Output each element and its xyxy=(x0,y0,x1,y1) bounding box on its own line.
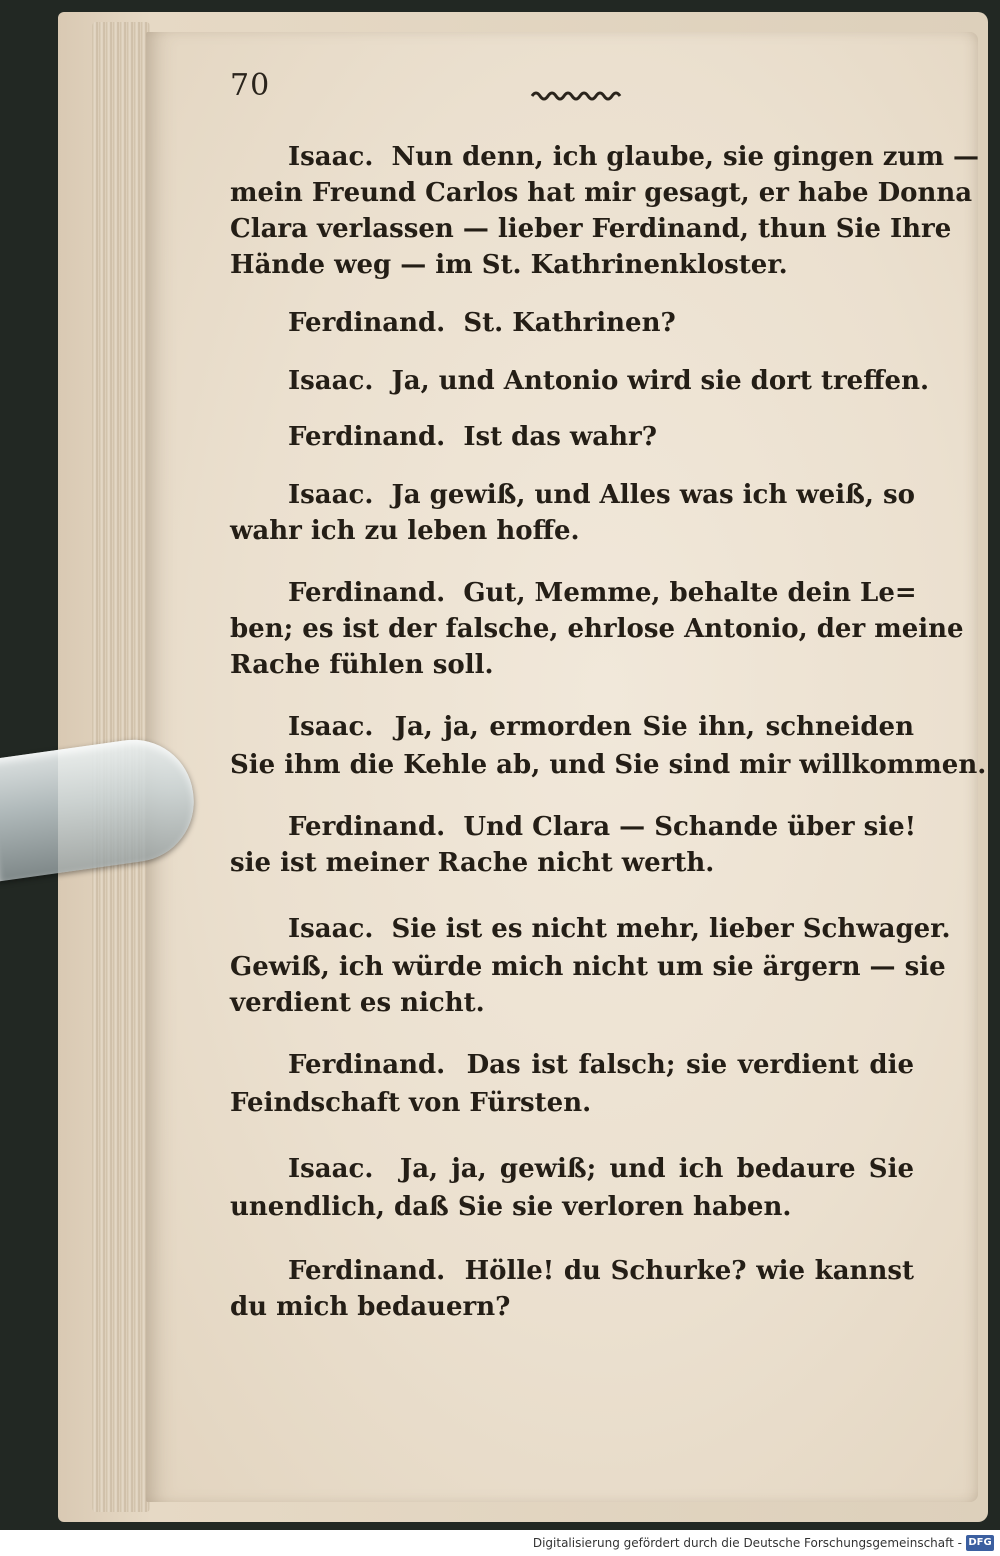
speaker-line: Isaac. Ja gewiß, und Alles was ich weiß, so xyxy=(288,480,915,510)
speaker-line: Isaac. Ja, und Antonio wird sie dort treffen. xyxy=(288,366,930,396)
ornament-icon xyxy=(530,88,622,102)
text-line: unendlich, daß Sie sie verloren haben. xyxy=(230,1192,792,1222)
page-number: 70 xyxy=(230,68,271,103)
text-line: mein Freund Carlos hat mir gesagt, er habe Donna xyxy=(230,178,973,208)
text-line: Hände weg — im St. Kathrinenkloster. xyxy=(230,250,788,280)
text-line: Gewiß, ich würde mich nicht um sie ärgern — sie xyxy=(230,952,946,982)
text-line: ben; es ist der falsche, ehrlose Antonio, der meine xyxy=(230,614,964,644)
speaker-line: Ferdinand. Ist das wahr? xyxy=(288,422,657,452)
speaker-line: Ferdinand. Das ist falsch; sie verdient die xyxy=(288,1050,914,1080)
speaker-line: Ferdinand. Und Clara — Schande über sie! xyxy=(288,812,917,842)
footer-credit: Digitalisierung gefördert durch die Deutsche Forschungsgemeinschaft - xyxy=(532,1536,962,1550)
text-line: Feindschaft von Fürsten. xyxy=(230,1088,592,1118)
footer-bar xyxy=(0,1530,1000,1556)
speaker-line: Ferdinand. Gut, Memme, behalte dein Le= xyxy=(288,578,917,608)
text-line: sie ist meiner Rache nicht werth. xyxy=(230,848,715,878)
text-line: Clara verlassen — lieber Ferdinand, thun Sie Ihre xyxy=(230,214,952,244)
text-line: verdient es nicht. xyxy=(230,988,485,1018)
text-line: Rache fühlen soll. xyxy=(230,650,494,680)
speaker-line: Ferdinand. St. Kathrinen? xyxy=(288,308,676,338)
speaker-line: Isaac. Ja, ja, ermorden Sie ihn, schneiden xyxy=(288,712,914,742)
speaker-line: Isaac. Sie ist es nicht mehr, lieber Schwager. xyxy=(288,914,951,944)
text-line: wahr ich zu leben hoffe. xyxy=(230,516,580,546)
text-line: Isaac. Nun denn, ich glaube, sie gingen zum — xyxy=(288,142,980,172)
speaker-line: Ferdinand. Hölle! du Schurke? wie kannst xyxy=(288,1256,914,1286)
dfg-logo-icon: DFG xyxy=(966,1535,994,1551)
speaker-line: Isaac. Ja, ja, gewiß; und ich bedaure Sie xyxy=(288,1154,914,1184)
text-line: Sie ihm die Kehle ab, und Sie sind mir willkommen. xyxy=(230,750,987,780)
text-line: du mich bedauern? xyxy=(230,1292,511,1322)
